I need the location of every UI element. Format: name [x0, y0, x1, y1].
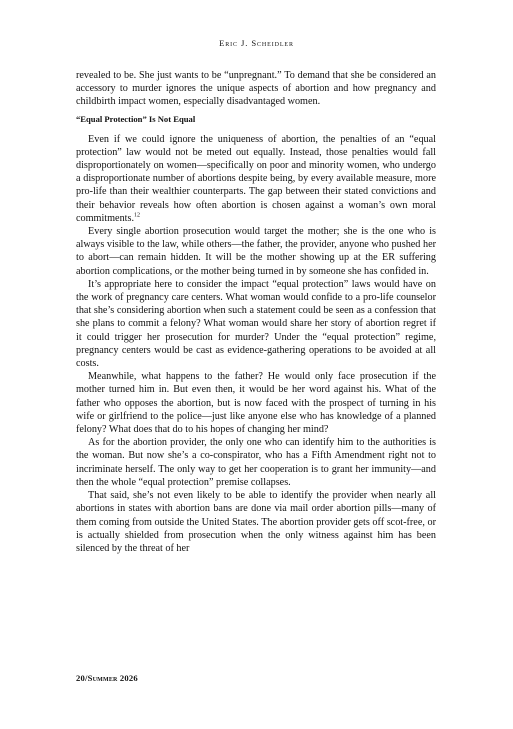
body-paragraph-4: Meanwhile, what happens to the father? He would only face prosecution if the mother turned him in. But even then, it would be her word against his. What of the father who opposes the abortion, but is now faced with the prospect of turning in his wife or girlfriend to the police—just like anyone else who has knowledge of a planned felony? What does that do to his hopes of changing her mind?: [76, 371, 436, 436]
body-paragraph-2: Every single abortion prosecution would target the mother; she is the one who is always visible to the law, while others—the father, the provider, anyone who pushed her to abort—can remain hidden. It will be the mother showing up at the ER suffering abortion complications, or the mother being turned in by someone she has confided in.: [76, 226, 436, 277]
body-paragraph-6: That said, she’s not even likely to be able to identify the provider when nearly all abortions in states with abortion bans are done via mail order abortion pills—many of them coming from outside the United States. The abortion provider gets off scot-free, or is actually shielded from prosecution when the only witness against him has been silenced by the threat of her: [76, 490, 436, 554]
folio: [76, 673, 138, 683]
paragraph-text: Even if we could ignore the uniqueness of abortion, the penalties of an “equal protection” law would not be meted out equally. Instead, those penalties would fall disproportionately on women—specifically on poor and minority women, who undergo a disproportionate number of abortions despite being, by every available measure, more pro-life than their wealthier counterparts. The gap between their stated convictions and their behavior reveals how often abortion is chosen against a woman’s own moral commitments.: [76, 133, 436, 224]
issue-label: Summer 2026: [87, 673, 138, 683]
section-heading: “Equal Protection” Is Not Equal: [76, 113, 196, 124]
footnote-reference[interactable]: 12: [134, 212, 141, 219]
running-head: Eric J. Scheidler: [219, 38, 294, 48]
body-paragraph-3: It’s appropriate here to consider the impact “equal protection” laws would have on the work of pregnancy care centers. What woman would confide to a pro-life counselor that she’s considering abortion when such a statement could be seen as a confession that she plans to commit a felony? What woman would share her story of abortion regret if it could trigger her prosecution for murder? Under the “equal protection” regime, pregnancy centers would be cast as evidence-gathering operations to be avoided at all costs.: [76, 278, 436, 370]
article-body: [76, 69, 436, 555]
body-paragraph-1: [76, 133, 436, 225]
opening-paragraph: revealed to be. She just wants to be “unpregnant.” To demand that she be considered an accessory to murder ignores the unique aspects of abortion and how pregnancy and childbirth impact women, especially disadvantaged women.: [76, 70, 436, 108]
page-number: 20/: [76, 673, 88, 683]
body-paragraph-5: As for the abortion provider, the only one who can identify him to the authorities is the woman. But now she’s a co-conspirator, who has a Fifth Amendment right not to incriminate herself. The only way to get her cooperation is to grant her immunity—and then the whole “equal protection” premise collapses.: [76, 437, 436, 488]
